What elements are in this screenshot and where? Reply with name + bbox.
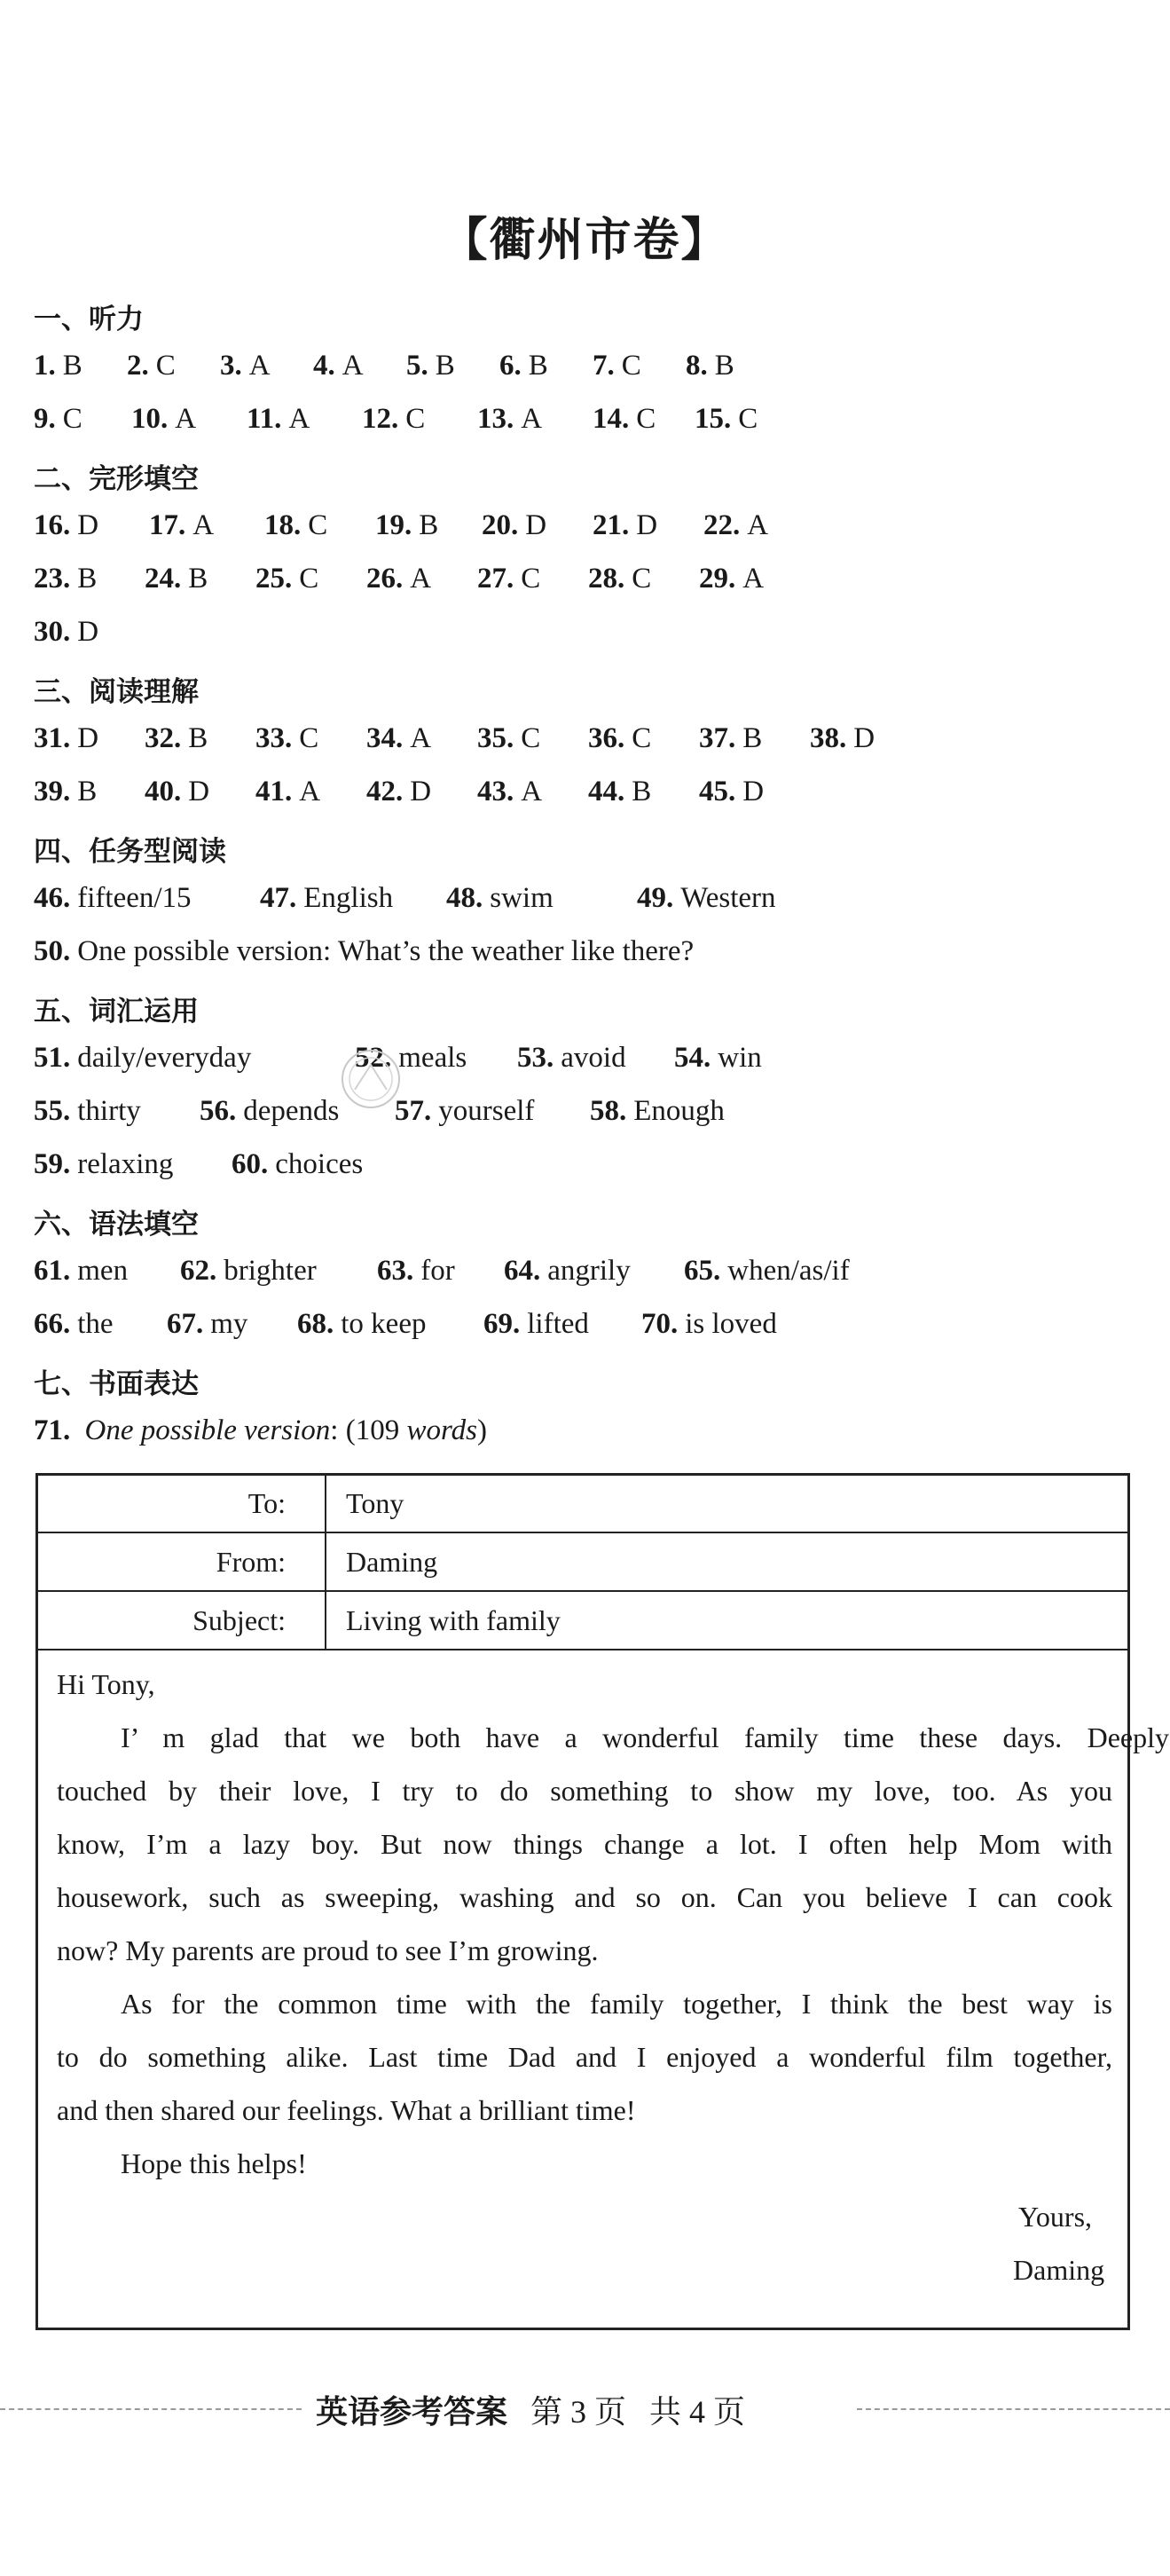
answer-item: 66. the xyxy=(34,1308,114,1340)
answer-item: 14. C xyxy=(593,403,656,435)
answer-item: 5. B xyxy=(406,350,455,382)
answer-item: 71. One possible version: (109 words) xyxy=(34,1414,487,1446)
answer-item: 2. C xyxy=(127,350,176,382)
answer-item: 33. C xyxy=(255,722,319,754)
answer-item: 40. D xyxy=(145,776,210,807)
answer-item: 69. lifted xyxy=(483,1308,589,1340)
page-title: 【衢州市卷】 xyxy=(441,214,729,267)
letter-line: to do something alike. Last time Dad and I enjoyed a wonderful film together, xyxy=(57,2041,1112,2073)
footer-text xyxy=(316,2387,745,2432)
subject-value: Living with family xyxy=(326,1591,1129,1650)
answer-item: 29. A xyxy=(699,563,765,595)
answer-item: 54. win xyxy=(674,1042,762,1074)
section-task-reading: 四、任务型阅读 xyxy=(34,836,226,868)
answer-item: 43. A xyxy=(477,776,543,807)
answer-item: 28. C xyxy=(588,563,652,595)
email-to-row xyxy=(36,1474,1129,1532)
letter-body xyxy=(57,1668,1169,2289)
letter-line: Hope this helps! xyxy=(121,2147,307,2179)
answer-item: 30. D xyxy=(34,616,99,648)
answer-item: 19. B xyxy=(375,509,439,541)
answer-item: 15. C xyxy=(695,403,758,435)
answer-item: 68. to keep xyxy=(297,1308,427,1340)
answer-item: 36. C xyxy=(588,722,652,754)
answer-item: 65. when/as/if xyxy=(684,1255,850,1287)
footer-divider-right xyxy=(857,2408,1170,2410)
answer-item: 45. D xyxy=(699,776,765,807)
answer-item: 1. B xyxy=(34,350,82,382)
letter-line: touched by their love, I try to do something to show my love, too. As you xyxy=(57,1775,1112,1807)
section-grammar: 六、语法填空 xyxy=(34,1209,199,1241)
letter-greeting: Hi Tony, xyxy=(57,1668,155,1700)
answer-item: 67. my xyxy=(167,1308,248,1340)
answer-item: 60. choices xyxy=(232,1148,364,1180)
answer-item: 32. B xyxy=(145,722,208,754)
subject-label: Subject: xyxy=(36,1591,326,1650)
section-writing: 七、书面表达 xyxy=(34,1368,199,1400)
from-value: Daming xyxy=(326,1532,1129,1591)
letter-line: As for the common time with the family together, I think the best way is xyxy=(121,1988,1112,2020)
answer-item: 57. yourself xyxy=(395,1095,535,1127)
answer-item: 58. Enough xyxy=(590,1095,725,1127)
email-header-table xyxy=(35,1473,1130,1650)
answer-item: 22. A xyxy=(703,509,769,541)
answer-item: 61. men xyxy=(34,1255,129,1287)
answer-item: 64. angrily xyxy=(504,1255,631,1287)
letter-closing: Yours, xyxy=(1018,2201,1093,2233)
page-footer xyxy=(0,2380,1170,2433)
email-from-row xyxy=(36,1532,1129,1591)
answer-item: 11. A xyxy=(247,403,310,435)
footer-total: 共 4 页 xyxy=(649,2394,746,2430)
email-subject-row xyxy=(36,1591,1129,1650)
answer-item: 7. C xyxy=(593,350,641,382)
answer-item: 18. C xyxy=(264,509,328,541)
answer-item: 16. D xyxy=(34,509,99,541)
answer-item: 4. A xyxy=(313,350,364,382)
letter-line: now? My parents are proud to see I’m growing. xyxy=(57,1934,599,1966)
answer-item: 37. B xyxy=(699,722,763,754)
answer-item: 41. A xyxy=(255,776,321,807)
answer-item: 46. fifteen/15 xyxy=(34,882,192,914)
letter-line: I’ m glad that we both have a wonderful family time these days. Deeply xyxy=(121,1721,1169,1753)
answer-item: 12. C xyxy=(362,403,426,435)
answer-item: 55. thirty xyxy=(34,1095,141,1127)
answer-item: 25. C xyxy=(255,563,319,595)
footer-page: 第 3 页 xyxy=(530,2394,627,2430)
answer-item: 24. B xyxy=(145,563,208,595)
answer-item: 51. daily/everyday xyxy=(34,1042,252,1074)
to-label: To: xyxy=(36,1474,326,1532)
answer-item: 48. swim xyxy=(446,882,554,914)
answer-item: 63. for xyxy=(377,1255,455,1287)
section-reading: 三、阅读理解 xyxy=(34,676,199,708)
answer-item: 59. relaxing xyxy=(34,1148,174,1180)
answer-item: 56. depends xyxy=(200,1095,340,1127)
section-listening: 一、听力 xyxy=(34,303,144,335)
answer-item: 23. B xyxy=(34,563,98,595)
answer-item: 49. Western xyxy=(637,882,776,914)
footer-divider-left xyxy=(0,2408,302,2410)
answer-item: 52. meals xyxy=(355,1042,467,1074)
section-cloze: 二、完形填空 xyxy=(34,463,199,495)
footer-label: 英语参考答案 xyxy=(316,2394,508,2430)
letter-signature: Daming xyxy=(1013,2254,1105,2286)
answer-item: 38. D xyxy=(810,722,876,754)
answer-item: 42. D xyxy=(366,776,432,807)
answer-item: 10. A xyxy=(131,403,197,435)
letter-line: and then shared our feelings. What a brilliant time! xyxy=(57,2094,636,2126)
answer-item: 35. C xyxy=(477,722,541,754)
answer-item: 3. A xyxy=(220,350,271,382)
answer-item: 21. D xyxy=(593,509,658,541)
answer-item: 39. B xyxy=(34,776,98,807)
answer-item: 44. B xyxy=(588,776,652,807)
from-label: From: xyxy=(36,1532,326,1591)
answer-item: 8. B xyxy=(686,350,734,382)
answer-item: 20. D xyxy=(482,509,547,541)
answer-item: 26. A xyxy=(366,563,432,595)
watermark-stamp-icon xyxy=(335,1044,406,1115)
answer-item: 9. C xyxy=(34,403,82,435)
letter-line: housework, such as sweeping, washing and so on. Can you believe I can cook xyxy=(57,1881,1112,1913)
answer-item: 34. A xyxy=(366,722,432,754)
answer-item: 31. D xyxy=(34,722,99,754)
answer-item: 62. brighter xyxy=(180,1255,317,1287)
answer-item: 70. is loved xyxy=(641,1308,777,1340)
answer-item: 50. One possible version: What’s the weather like there? xyxy=(34,935,695,967)
answer-item: 17. A xyxy=(149,509,215,541)
answer-item: 27. C xyxy=(477,563,541,595)
answer-item: 53. avoid xyxy=(517,1042,626,1074)
section-vocabulary: 五、词汇运用 xyxy=(34,996,199,1028)
to-value: Tony xyxy=(326,1474,1129,1532)
letter-line: know, I’m a lazy boy. But now things change a lot. I often help Mom with xyxy=(57,1828,1112,1860)
answer-item: 13. A xyxy=(477,403,543,435)
answer-item: 47. English xyxy=(260,882,394,914)
answer-item: 6. B xyxy=(499,350,548,382)
